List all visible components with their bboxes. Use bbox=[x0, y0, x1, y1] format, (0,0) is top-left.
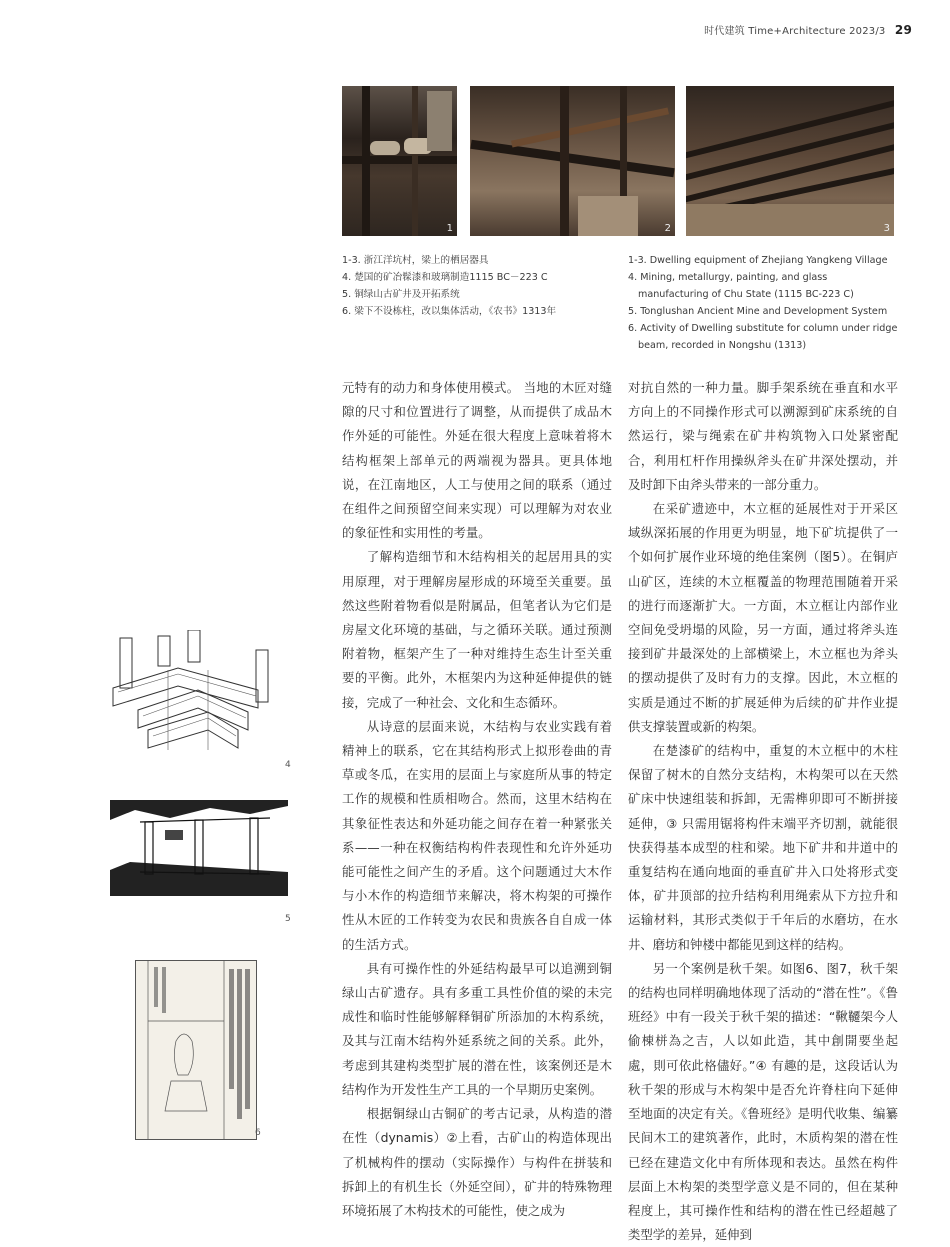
figure-5-drawing bbox=[110, 800, 288, 896]
caption-line: 5. 铜绿山古矿井及开拓系统 bbox=[342, 289, 460, 300]
caption-line: 5. Tonglushan Ancient Mine and Development System bbox=[628, 306, 888, 317]
figure-4-drawing bbox=[108, 630, 278, 760]
figure-4-number: 4 bbox=[285, 760, 291, 770]
photo-number: 1 bbox=[446, 223, 453, 234]
paragraph: 了解构造细节和木结构相关的起居用具的实用原理，对于理解房屋形成的环境至关重要。虽然这些附着物看似是附属品，但笔者认为它们是房屋文化环境的基础，与之循环关联。通过预测附着物，框架产生了一种对维持生态生计至关重要的平衡。此外，木框架内为这种延伸提供的链接，完成了一种社会、文化和生态循环。 bbox=[342, 549, 612, 710]
photo-number: 2 bbox=[664, 223, 671, 234]
running-header bbox=[704, 22, 912, 37]
figure-6-woodblock bbox=[135, 960, 257, 1140]
body-column-right bbox=[628, 376, 898, 1247]
figure-6-number: 6 bbox=[255, 1128, 261, 1138]
page-number: 29 bbox=[894, 23, 912, 37]
photo-3 bbox=[686, 86, 894, 236]
captions-chinese bbox=[342, 252, 607, 320]
paragraph: 另一个案例是秋千架。如图6、图7，秋千架的结构也同样明确地体现了活动的“潜在性”。《鲁班经》中有一段关于秋千架的描述：“鞦韆架今人偷棟栟為之吉，人以如此造，其中創開要坐起處，則可依此格儘好。”④ 有趣的是，这段话认为秋千架的形成与木构架中是否允许脊柱向下延伸至地面的决定有关。《鲁班经》是明代收集、编纂民间木工的建筑著作，此时，木质构架的潜在性已经在建造文化中有所体现和表达。虽然在构件层面上木构架的类型学意义是不同的，但在某种程度上，其可操作性和结构的潜在性已经超越了类型学的差异，延伸到 bbox=[628, 960, 898, 1243]
photo-1 bbox=[342, 86, 457, 236]
paragraph: 在楚漆矿的结构中，重复的木立框中的木柱保留了树木的自然分支结构，木构架可以在天然矿床中快速组装和拆卸，无需榫卯即可不断拼接延伸，③ 只需用锯将构件末端平齐切割，就能很快获得基本成型的柱和梁。地下矿井和井道中的重复结构在通向地面的垂直矿井入口处将形式变体，矿井顶部的拉升结构利用绳索从下方拉升和运输材料，其形式类似于千年后的水磨坊，在水井、磨坊和钟楼中都能见到这样的结构。 bbox=[628, 743, 898, 952]
paragraph: 元特有的动力和身体使用模式。 当地的木匠对缝隙的尺寸和位置进行了调整，从而提供了成品木作外延的可能性。外延在很大程度上意味着将木结构框架上部单元的两端视为器具。更具体地说，在江南地区，人工与使用之间的联系（通过在组件之间预留空间来实现）可以理解为对农业的象征性和实用性的考量。 bbox=[342, 380, 612, 541]
body-column-left bbox=[342, 376, 612, 1223]
figure-5-number: 5 bbox=[285, 914, 291, 924]
caption-line: 4. 楚国的矿冶髹漆和玻璃制造1115 BC－223 C bbox=[342, 272, 548, 283]
caption-line: 1-3. Dwelling equipment of Zhejiang Yangkeng Village bbox=[628, 255, 888, 266]
caption-line: 6. Activity of Dwelling substitute for column under ridge beam, recorded in Nongshu (1313) bbox=[628, 323, 898, 351]
photo-2 bbox=[470, 86, 675, 236]
journal-title: 时代建筑 Time+Architecture 2023/3 bbox=[704, 26, 886, 37]
paragraph: 对抗自然的一种力量。脚手架系统在垂直和水平方向上的不同操作形式可以溯源到矿床系统的自然运行，梁与绳索在矿井构筑物入口处紧密配合，利用杠杆作用操纵斧头在矿井深处摆动，并及时卸下由斧头带来的一部分重力。 bbox=[628, 380, 898, 492]
caption-line: 4. Mining, metallurgy, painting, and glass manufacturing of Chu State (1115 BC-223 C) bbox=[628, 272, 854, 300]
paragraph: 根据铜绿山古铜矿的考古记录，从构造的潜在性（dynamis）②上看，古矿山的构造体现出了机械构件的摆动（实际操作）与构件在拼装和拆卸上的有机生长（外延空间），矿井的特殊物理环境拓展了木构技术的可能性，使之成为 bbox=[342, 1106, 612, 1218]
photo-number: 3 bbox=[883, 223, 890, 234]
captions-english bbox=[628, 252, 898, 354]
paragraph: 具有可操作性的外延结构最早可以追溯到铜绿山古矿遗存。具有多重工具性价值的梁的未完成性和临时性能够解释铜矿所添加的木构系统，及其与江南木结构外延系统之间的关系。此外，考虑到其建构类型扩展的潜在性，该案例还是木结构作为开发性生产工具的一个早期历史案例。 bbox=[342, 960, 612, 1097]
woodblock-illustration bbox=[136, 961, 256, 1139]
paragraph: 从诗意的层面来说，木结构与农业实践有着精神上的联系，它在其结构形式上拟形卷曲的青草或冬瓜，在实用的层面上与家庭所从事的特定工作的规模和性质相吻合。然而，这里木结构在其象征性表达和外延功能之间存在着一种紧张关系——一种在权衡结构构件表现性和允许外延功能可能性之间产生的矛盾。这个问题通过大木作与小木作的构造细节来解决，将木构架的可操作性从木匠的工作转变为农民和贵族各自自成一体的生活方式。 bbox=[342, 718, 612, 952]
caption-line: 1-3. 浙江洋坑村，梁上的栖居器具 bbox=[342, 255, 489, 266]
caption-line: 6. 梁下不设栋柱，改以集体活动，《农书》1313年 bbox=[342, 306, 557, 317]
paragraph: 在采矿遗迹中，木立框的延展性对于开采区域纵深拓展的作用更为明显，地下矿坑提供了一个如何扩展作业环境的绝佳案例（图5）。在铜庐山矿区，连续的木立框覆盖的物理范围随着开采的进行而逐渐扩大。一方面，木立框让内部作业空间免受坍塌的风险，另一方面，通过将斧头连接到矿井最深处的上部横梁上，木立框也为斧头的摆动提供了及时有力的支撑。因此，木立框的实质是通过不断的扩展延伸为后续的矿井作业提供支撑装置或新的构架。 bbox=[628, 501, 898, 734]
